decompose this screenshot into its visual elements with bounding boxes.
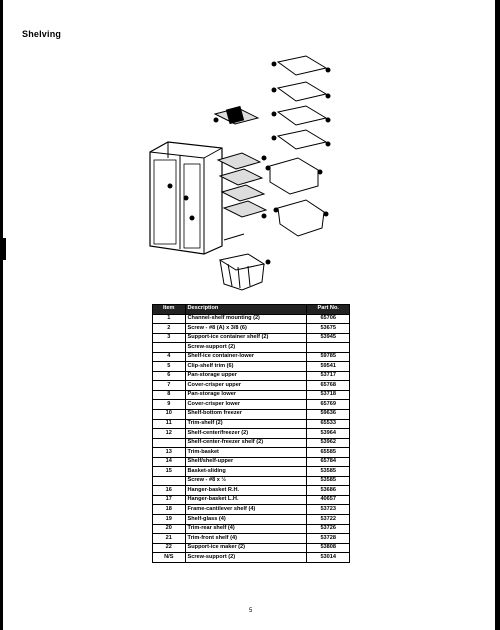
cell-part-no: 53726: [307, 524, 350, 534]
cell-description: Hanger-basket L.H.: [185, 495, 307, 505]
cell-description: Cover-crisper lower: [185, 400, 307, 410]
cell-description: Screw-support (2): [185, 553, 307, 563]
cell-part-no: 65585: [307, 448, 350, 458]
cell-description: Screw-support (2): [185, 343, 307, 353]
cell-part-no: 40657: [307, 495, 350, 505]
cell-key: 8: [153, 390, 186, 400]
cell-key: 19: [153, 515, 186, 525]
table-row: [153, 400, 350, 410]
cell-part-no: 65768: [307, 381, 350, 391]
cell-part-no: 65769: [307, 400, 350, 410]
cell-key: 1: [153, 314, 186, 324]
table-row: [153, 324, 350, 334]
freezer-shelves: [215, 106, 266, 217]
cell-part-no: 59636: [307, 410, 350, 420]
cell-part-no: 65784: [307, 457, 350, 467]
cell-description: Clip-shelf trim (6): [185, 362, 307, 372]
cell-part-no: 65706: [307, 314, 350, 324]
cell-part-no: 53964: [307, 429, 350, 439]
cell-key: 12: [153, 429, 186, 439]
cell-description: Support-ice maker (2): [185, 543, 307, 553]
cell-key: 17: [153, 495, 186, 505]
cell-key: 10: [153, 410, 186, 420]
cell-description: Shelf-bottom freezer: [185, 410, 307, 420]
header-description: Description: [185, 305, 307, 315]
sliding-basket: [220, 234, 264, 290]
cell-key: 6: [153, 371, 186, 381]
cell-part-no: 53962: [307, 438, 350, 448]
cell-description: Screw - #8 x ½: [185, 476, 307, 486]
cell-key: 11: [153, 419, 186, 429]
cell-key: [153, 438, 186, 448]
cell-key: 7: [153, 381, 186, 391]
cell-key: N/S: [153, 553, 186, 563]
cell-part-no: 53945: [307, 333, 350, 343]
table-row: [153, 438, 350, 448]
cell-description: Shelf-center/freezer (2): [185, 429, 307, 439]
cell-key: 9: [153, 400, 186, 410]
glass-shelves: [278, 56, 326, 149]
cell-key: 5: [153, 362, 186, 372]
cell-part-no: 53686: [307, 486, 350, 496]
cell-description: Pan-storage upper: [185, 371, 307, 381]
cell-description: Shelf-glass (4): [185, 515, 307, 525]
cell-part-no: 53585: [307, 476, 350, 486]
table-row: [153, 390, 350, 400]
cell-description: Trim-rear shelf (4): [185, 524, 307, 534]
table-row: [153, 505, 350, 515]
table-row: [153, 476, 350, 486]
cell-part-no: 53014: [307, 553, 350, 563]
exploded-parts-diagram: [140, 48, 340, 293]
table-row: [153, 486, 350, 496]
table-row: [153, 362, 350, 372]
cell-description: Frame-cantilever shelf (4): [185, 505, 307, 515]
cell-description: Shelf-ice container-lower: [185, 352, 307, 362]
table-row: [153, 333, 350, 343]
cell-part-no: 53675: [307, 324, 350, 334]
cell-description: Basket-sliding: [185, 467, 307, 477]
table-row: [153, 553, 350, 563]
cell-part-no: 53808: [307, 543, 350, 553]
cell-part-no: 53722: [307, 515, 350, 525]
cell-key: 16: [153, 486, 186, 496]
cell-key: [153, 343, 186, 353]
cell-description: Support-ice container shelf (2): [185, 333, 307, 343]
cell-key: 18: [153, 505, 186, 515]
cell-part-no: [307, 343, 350, 353]
cell-description: Shelf-center-freezer shelf (2): [185, 438, 307, 448]
table-row: [153, 515, 350, 525]
scan-edge-right: [495, 0, 500, 630]
cell-part-no: 65533: [307, 419, 350, 429]
table-row: [153, 524, 350, 534]
table-row: [153, 495, 350, 505]
table-row: [153, 352, 350, 362]
header-part-no: Part No.: [307, 305, 350, 315]
cell-key: [153, 476, 186, 486]
cell-part-no: 59541: [307, 362, 350, 372]
cell-part-no: 53723: [307, 505, 350, 515]
cell-key: 21: [153, 534, 186, 544]
table-row: [153, 381, 350, 391]
table-row: [153, 419, 350, 429]
refrigerator-cabinet: [150, 142, 222, 254]
parts-table-header: [153, 305, 350, 315]
table-row: [153, 534, 350, 544]
table-row: [153, 543, 350, 553]
table-row: [153, 410, 350, 420]
scan-mark: [0, 238, 6, 260]
cell-part-no: 53718: [307, 390, 350, 400]
cell-description: Screw - #8 (A) x 3/8 (6): [185, 324, 307, 334]
page-title: Shelving: [22, 29, 62, 39]
cell-description: Cover-crisper upper: [185, 381, 307, 391]
table-row: [153, 429, 350, 439]
cell-part-no: 53717: [307, 371, 350, 381]
cell-key: 14: [153, 457, 186, 467]
table-row: [153, 343, 350, 353]
table-row: [153, 371, 350, 381]
cell-key: 20: [153, 524, 186, 534]
cell-key: 2: [153, 324, 186, 334]
cell-key: 4: [153, 352, 186, 362]
cell-description: Shelf/shelf-upper: [185, 457, 307, 467]
cell-key: 15: [153, 467, 186, 477]
cell-key: 13: [153, 448, 186, 458]
table-row: [153, 467, 350, 477]
table-row: [153, 457, 350, 467]
cell-key: 22: [153, 543, 186, 553]
cell-description: Trim-shelf (2): [185, 419, 307, 429]
scan-edge-left: [0, 0, 3, 630]
cell-description: Trim-front shelf (4): [185, 534, 307, 544]
crisper-pans: [270, 158, 324, 236]
cell-key: 3: [153, 333, 186, 343]
cell-description: Trim-basket: [185, 448, 307, 458]
cell-description: Hanger-basket R.H.: [185, 486, 307, 496]
cell-description: Pan-storage lower: [185, 390, 307, 400]
table-row: [153, 314, 350, 324]
table-row: [153, 448, 350, 458]
cell-description: Channel-shelf mounting (2): [185, 314, 307, 324]
page-number: 5: [249, 608, 253, 614]
cell-part-no: 59785: [307, 352, 350, 362]
header-key: Item: [153, 305, 186, 315]
parts-table: [152, 304, 350, 563]
cell-part-no: 53585: [307, 467, 350, 477]
cell-part-no: 53728: [307, 534, 350, 544]
